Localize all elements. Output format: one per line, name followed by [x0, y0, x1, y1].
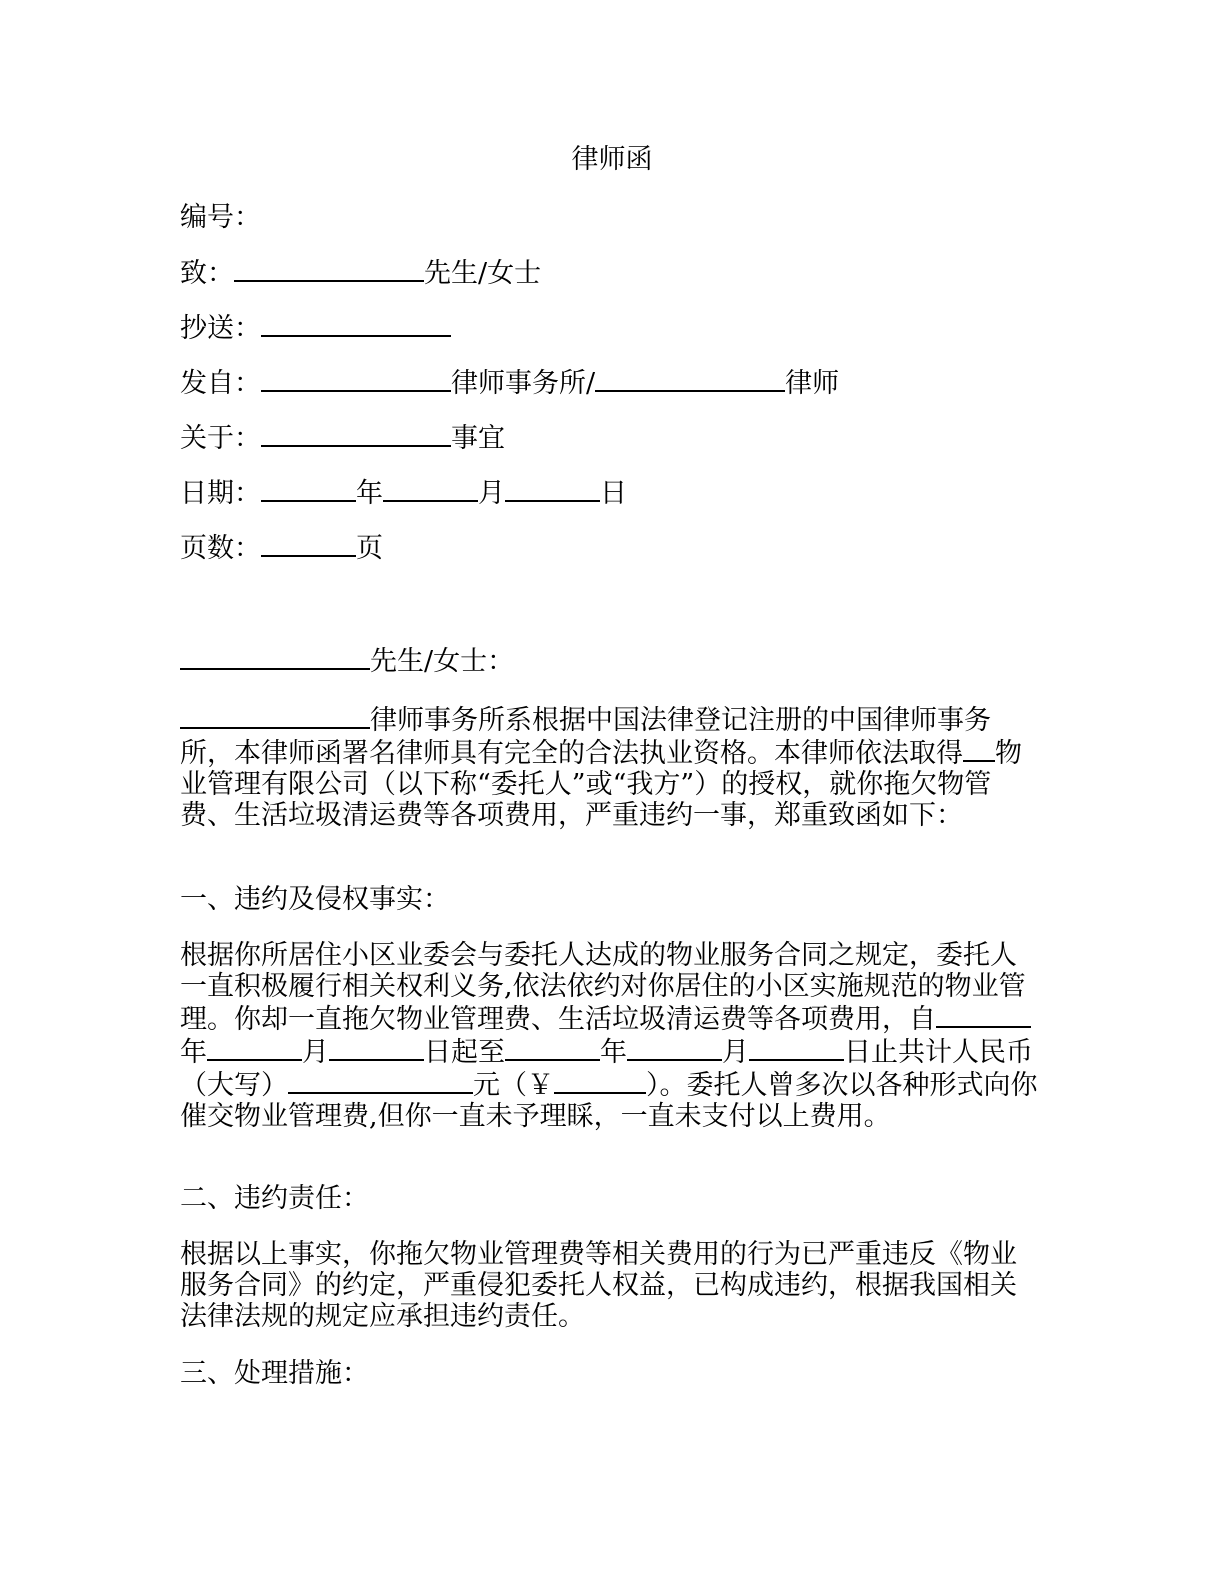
firm-blank [261, 366, 451, 392]
cc-blank [261, 311, 451, 337]
cc-line [180, 309, 451, 349]
from-suffix: 律师 [785, 368, 840, 399]
from-mid: 律师事务所/ [451, 368, 596, 399]
section1-year: 年 [180, 1037, 207, 1068]
section2-paragraph: 根据以上事实，你拖欠物业管理费等相关费用的行为已严重违反《物业服务合同》的约定，严重侵犯委托人权益，已构成违约，根据我国相关法律法规的规定应承担违约责任。 [180, 1239, 1017, 1332]
pages-line [180, 529, 383, 569]
from-label: 发自： [180, 368, 261, 399]
intro-company-blank [963, 736, 995, 762]
to-label: 致： [180, 258, 234, 289]
year-label: 年 [356, 478, 383, 509]
to-blank [234, 256, 424, 282]
end-month-blank [627, 1035, 722, 1061]
section2-heading: 二、违约责任： [180, 1183, 369, 1214]
start-month-blank [207, 1035, 302, 1061]
section1-heading: 一、违约及侵权事实： [180, 884, 450, 915]
pages-suffix: 页 [356, 533, 383, 564]
amount-words-blank [288, 1068, 473, 1094]
number-line [180, 198, 261, 238]
about-blank [261, 421, 451, 447]
salutation-suffix: 先生/女士： [370, 646, 515, 677]
cc-label: 抄送： [180, 313, 261, 344]
section1-part2: ）。委托人曾多次以各种形式向你催交物业管理费,但你一直未予理睬，一直未支付以上费用。 [180, 1070, 1038, 1132]
salutation-blank [180, 644, 370, 670]
about-label: 关于： [180, 423, 261, 454]
section1-yuan: 元（￥ [473, 1070, 554, 1101]
intro-paragraph [180, 703, 1040, 831]
section1-month: 月 [302, 1037, 329, 1068]
pages-label: 页数： [180, 533, 261, 564]
day-label: 日 [600, 478, 627, 509]
month-label: 月 [478, 478, 505, 509]
document-title: 律师函 [571, 144, 653, 175]
salutation-line [180, 642, 514, 682]
year-blank [261, 476, 356, 502]
section3-heading: 三、处理措施： [180, 1358, 369, 1389]
date-line [180, 474, 627, 514]
date-label: 日期： [180, 478, 261, 509]
section1-paragraph [180, 940, 1040, 1132]
section1-part1: 根据你所居住小区业委会与委托人达成的物业服务合同之规定，委托人一直积极履行相关权利义务,依法依约对你居住的小区实施规范的物业管理。你却一直拖欠物业管理费、生活垃圾清运费等各项费用，自 [180, 940, 1026, 1035]
end-year-blank [505, 1035, 600, 1061]
section1-month2: 月 [722, 1037, 749, 1068]
intro-firm-blank [180, 703, 370, 729]
number-label: 编号： [180, 202, 261, 233]
to-line [180, 254, 541, 294]
to-suffix: 先生/女士 [424, 258, 542, 289]
amount-number-blank [554, 1068, 646, 1094]
month-blank [383, 476, 478, 502]
section1-year2: 年 [600, 1037, 627, 1068]
start-year-blank [936, 1002, 1031, 1028]
intro-part1: 律师事务所系根据中国法律登记注册的中国律师事务所，本律师函署名律师具有完全的合法执业资格。本律师依法取得 [180, 705, 991, 769]
from-line [180, 364, 839, 404]
pages-blank [261, 531, 356, 557]
intro-part2: 物业管理有限公司（以下称“委托人”或“我方”）的授权，就你拖欠物管费、生活垃圾清运费等各项费用，严重违约一事，郑重致函如下： [180, 738, 1022, 831]
start-day-blank [329, 1035, 424, 1061]
about-suffix: 事宜 [451, 423, 505, 454]
end-day-blank [749, 1035, 844, 1061]
about-line [180, 419, 505, 459]
day-blank [505, 476, 600, 502]
lawyer-blank [595, 366, 785, 392]
section1-start-day: 日起至 [424, 1037, 505, 1068]
section1-end-day: 日止共计人民币（大写） [180, 1037, 1033, 1101]
